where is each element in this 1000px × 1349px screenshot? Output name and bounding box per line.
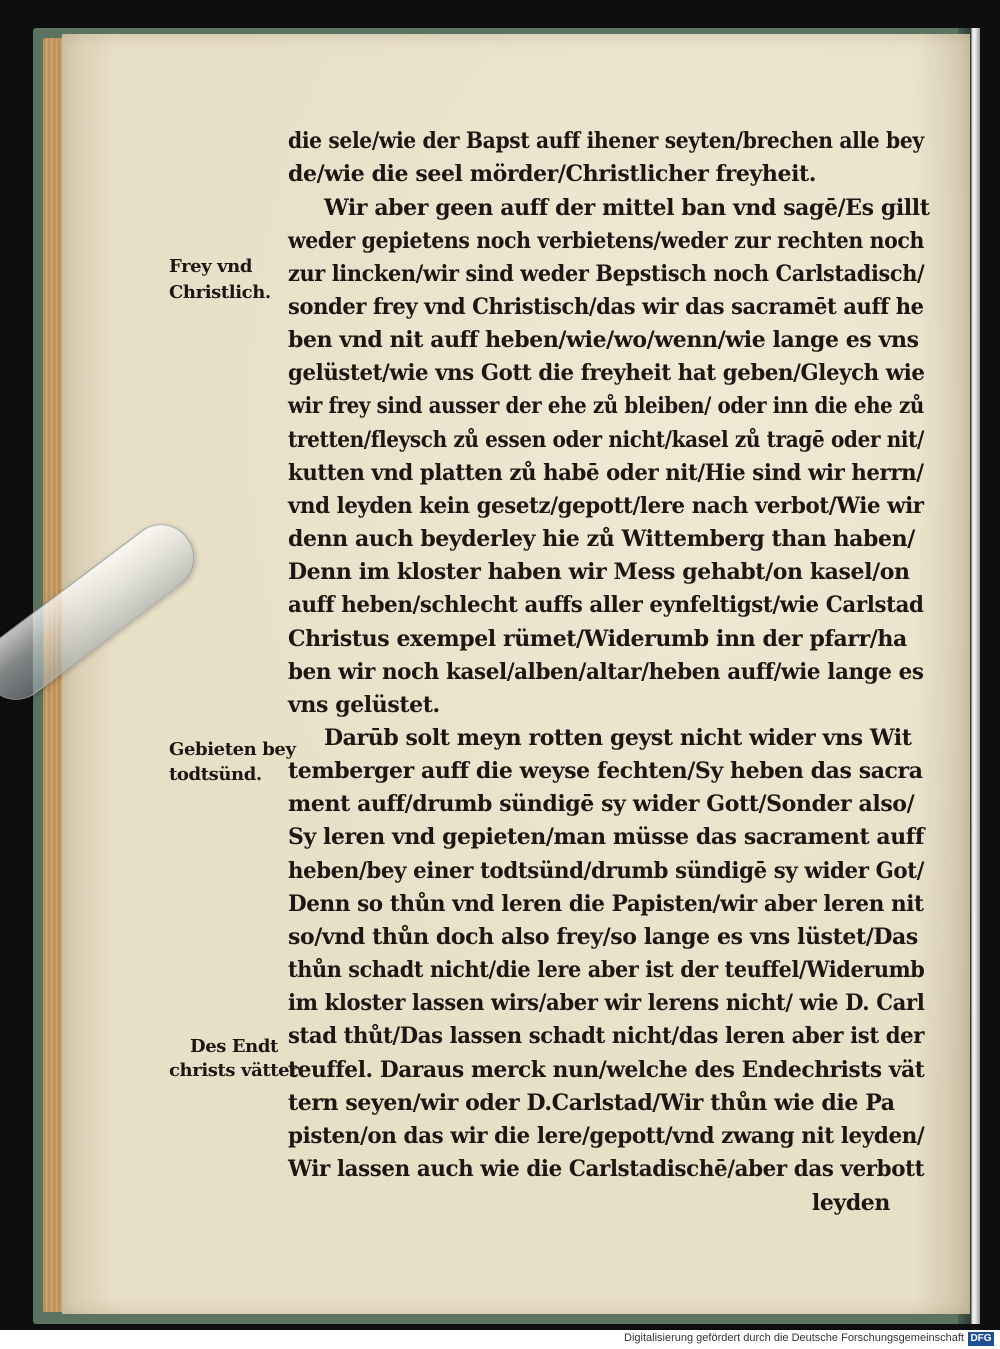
text-line: tern seyen/wir oder D.Carlstad/Wir thůn wie die Pa xyxy=(288,1090,895,1116)
text-line: wir frey sind ausser der ehe zů bleiben/ oder inn die ehe zů xyxy=(288,393,924,419)
text-line: so/vnd thůn doch also frey/so lange es vns lüstet/Das xyxy=(288,924,918,950)
text-line: die sele/wie der Bapst auff ihener seyten/brechen alle bey xyxy=(288,128,924,154)
text-line: im kloster lassen wirs/aber wir lerens nicht/ wie D. Carl xyxy=(288,990,925,1016)
text-line: Darūb solt meyn rotten geyst nicht wider vns Wit xyxy=(324,725,912,751)
margin-note: christs vätter xyxy=(169,1060,299,1081)
book-page xyxy=(62,34,970,1314)
margin-note: Christlich. xyxy=(169,282,271,303)
text-line: teuffel. Daraus merck nun/welche des Endechrists vät xyxy=(288,1057,925,1083)
text-line: temberger auff die weyse fechten/Sy heben das sacra xyxy=(288,758,923,784)
text-line: Sy leren vnd gepieten/man müsse das sacrament auff xyxy=(288,824,924,850)
text-line: Christus exempel rümet/Widerumb inn der pfarr/ha xyxy=(288,626,907,652)
margin-note: todtsünd. xyxy=(169,764,262,785)
catchword: leyden xyxy=(811,1190,890,1216)
text-line: Wir aber geen auff der mittel ban vnd sagē/Es gillt xyxy=(324,195,930,221)
text-line: ben vnd nit auff heben/wie/wo/wenn/wie lange es vns xyxy=(288,327,919,353)
text-line: heben/bey einer todtsünd/drumb sündigē sy wider Got/ xyxy=(288,858,925,884)
text-line: denn auch beyderley hie zů Wittemberg than haben/ xyxy=(288,526,915,552)
text-line: weder gepietens noch verbietens/weder zur rechten noch xyxy=(288,228,924,254)
text-line: ben wir noch kasel/alben/altar/heben auff/wie lange es xyxy=(288,659,924,685)
text-line: pisten/on das wir die lere/gepott/vnd zwang nit leyden/ xyxy=(288,1123,925,1149)
dfg-logo: DFG xyxy=(968,1332,994,1346)
text-line: Wir lassen auch wie die Carlstadischē/aber das verbott xyxy=(288,1156,925,1182)
text-line: zur lincken/wir sind weder Bepstisch noch Carlstadisch/ xyxy=(288,261,925,287)
margin-note: Des Endt xyxy=(190,1036,278,1057)
text-line: ment auff/drumb sündigē sy wider Gott/Sonder also/ xyxy=(288,791,915,817)
text-line: kutten vnd platten zů habē oder nit/Hie sind wir herrn/ xyxy=(288,460,924,486)
margin-note: Gebieten bey xyxy=(169,739,296,760)
funding-notice: Digitalisierung gefördert durch die Deutsche Forschungsgemeinschaft xyxy=(624,1332,964,1344)
text-line: stad thůt/Das lassen schadt nicht/das leren aber ist der xyxy=(288,1023,924,1049)
footer-bar xyxy=(0,1330,1000,1349)
text-line: Denn im kloster haben wir Mess gehabt/on kasel/on xyxy=(288,559,910,585)
text-line: thůn schadt nicht/die lere aber ist der teuffel/Widerumb xyxy=(288,957,925,983)
margin-note: Frey vnd xyxy=(169,256,253,277)
text-line: vns gelüstet. xyxy=(288,692,440,718)
text-line: Denn so thůn vnd leren die Papisten/wir aber leren nit xyxy=(288,891,924,917)
text-line: vnd leyden kein gesetz/gepott/lere nach verbot/Wie wir xyxy=(288,493,924,519)
text-line: auff heben/schlecht auffs aller eynfeltigst/wie Carlstad xyxy=(288,592,924,618)
text-line: sonder frey vnd Christisch/das wir das sacramēt auff he xyxy=(288,294,924,320)
text-line: tretten/fleysch zů essen oder nicht/kasel zů tragē oder nit/ xyxy=(288,427,925,453)
text-line: gelüstet/wie vns Gott die freyheit hat geben/Gleych wie xyxy=(288,360,925,386)
text-line: de/wie die seel mörder/Christlicher freyheit. xyxy=(288,161,817,187)
